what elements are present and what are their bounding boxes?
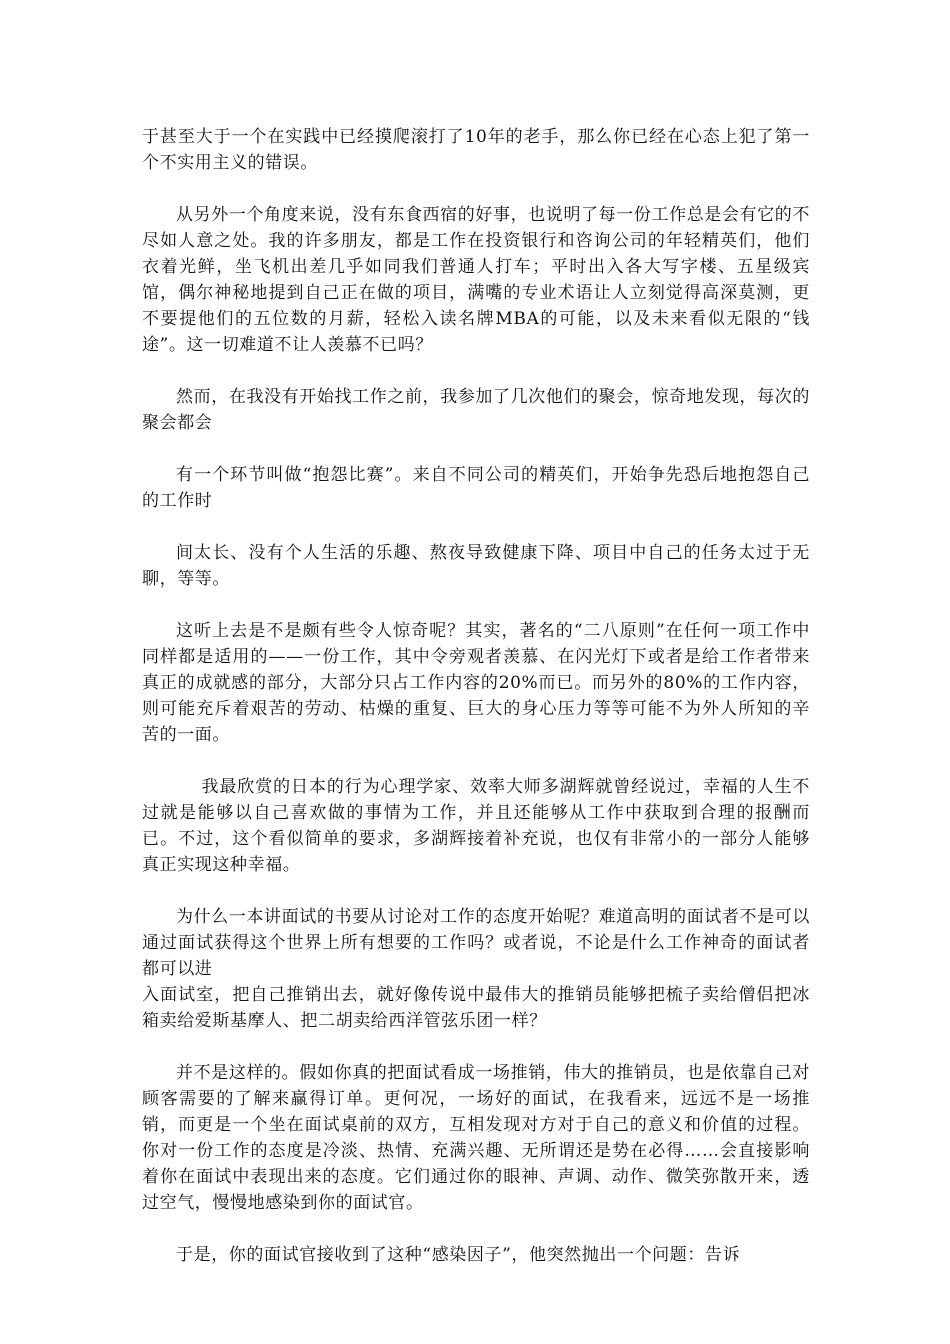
paragraph: 为什么一本讲面试的书要从讨论对工作的态度开始呢？难道高明的面试者不是可以通过面试获得这个世界上所有想要的工作吗？或者说，不论是什么工作神奇的面试者都可以进 <box>142 907 810 979</box>
paragraph: 从另外一个角度来说，没有东食西宿的好事，也说明了每一份工作总是会有它的不尽如人意之处。我的许多朋友，都是工作在投资银行和咨询公司的年轻精英们，他们衣着光鲜，坐飞机出差几乎如同我们普通人打车；平时出入各大写字楼、五星级宾馆，偶尔神秘地提到自己正在做的项目，满嘴的专业术语让人立刻觉得高深莫测，更不要提他们的五位数的月薪，轻松入读名牌MBA的可能，以及未来看似无限的“钱途”。这一切难道不让人羡慕不已吗？ <box>142 205 810 355</box>
paragraph: 这听上去是不是颇有些令人惊奇呢？其实，著名的“二八原则”在任何一项工作中同样都是适用的——一份工作，其中令旁观者羡慕、在闪光灯下或者是给工作者带来真正的成就感的部分，大部分只占工作内容的20%而已。而另外的80%的工作内容，则可能充斥着艰苦的劳动、枯燥的重复、巨大的身心压力等等可能不为外人所知的辛苦的一面。 <box>142 621 810 745</box>
document-page <box>142 124 810 1294</box>
paragraph: 间太长、没有个人生活的乐趣、熬夜导致健康下降、项目中自己的任务太过于无聊，等等。 <box>142 543 810 589</box>
paragraph: 有一个环节叫做“抱怨比赛”。来自不同公司的精英们，开始争先恐后地抱怨自己的工作时 <box>142 465 810 511</box>
paragraph-continuation: 于甚至大于一个在实践中已经摸爬滚打了10年的老手，那么你已经在心态上犯了第一个不实用主义的错误。 <box>142 127 810 173</box>
paragraph: 然而，在我没有开始找工作之前，我参加了几次他们的聚会，惊奇地发现，每次的聚会都会 <box>142 387 810 433</box>
paragraph: 于是，你的面试官接收到了这种“感染因子”，他突然抛出一个问题：告诉 <box>176 1245 741 1265</box>
paragraph-continuation: 入面试室，把自己推销出去，就好像传说中最伟大的推销员能够把梳子卖给僧侣把冰箱卖给爱斯基摩人、把二胡卖给西洋管弦乐团一样？ <box>142 985 810 1031</box>
paragraph: 并不是这样的。假如你真的把面试看成一场推销，伟大的推销员，也是依靠自己对顾客需要的了解来赢得订单。更何况，一场好的面试，在我看来，远远不是一场推销，而更是一个坐在面试桌前的双方，互相发现对方对于自己的意义和价值的过程。你对一份工作的态度是冷淡、热情、充满兴趣、无所谓还是势在必得……会直接影响着你在面试中表现出来的态度。它们通过你的眼神、声调、动作、微笑弥散开来，透过空气，慢慢地感染到你的面试官。 <box>142 1063 810 1213</box>
paragraph: 我最欣赏的日本的行为心理学家、效率大师多湖辉就曾经说过，幸福的人生不过就是能够以自己喜欢做的事情为工作，并且还能够从工作中获取到合理的报酬而已。不过，这个看似简单的要求，多湖辉接着补充说，也仅有非常小的一部分人能够真正实现这种幸福。 <box>142 777 810 875</box>
